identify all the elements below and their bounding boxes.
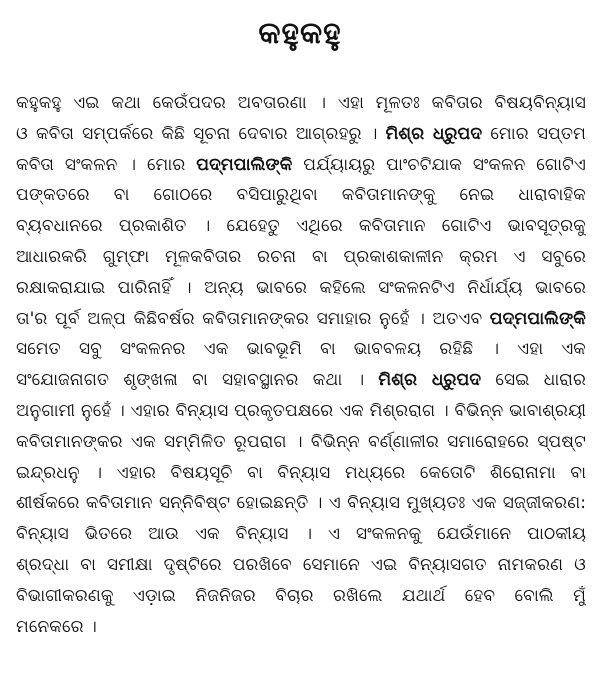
bold-title-ref: ପଦ୍ମପାଲିଙ୍କି (489, 308, 586, 329)
text-line (16, 334, 586, 365)
text-line (16, 581, 586, 612)
text-segment: ଅନୁଗାମୀ ନୁହେଁ । ଏହାର ବିନ୍ୟାସ ପ୍ରକୃତପକ୍ଷରେ ଏକ ମିଶ୍ରରାଗ । ବିଭିନ୍ନ ଭାବାଶ୍ରୟୀ (16, 400, 586, 421)
text-line (16, 242, 586, 273)
text-segment: ପଙ୍କତରେ ବା ଗୋଠରେ ବସିପାରୁଥିବା କବିତାମାନଙ୍କୁ ନେଇ ଧାରାବାହିକ (16, 185, 586, 206)
text-line (16, 211, 586, 242)
text-line (16, 273, 586, 304)
text-line (16, 304, 586, 335)
text-segment: ବିଭାଗୀକରଣକୁ ଏଡ଼ାଇ ନିଜନିଜର ବିଚାର ରଖିଲେ ଯଥାର୍ଥ ହେବ ବୋଲି ମୁଁ (16, 585, 586, 606)
text-line (16, 488, 586, 519)
text-line (16, 519, 586, 550)
bold-title-ref: ପଦ୍ମପାଲିଙ୍କି (196, 154, 293, 175)
text-segment: ଶ୍ରଦ୍ଧା ବା ସମୀକ୍ଷା ଦୃଷ୍ଟିରେ ପରଖିବେ ସେମାନେ ଏଇ ବିନ୍ୟାସଗତ ନାମକରଣ ଓ (16, 554, 586, 575)
text-line (16, 458, 586, 489)
text-segment: ଆଧାରକରି ଗୁମ୍ଫା ମୂଳକବିତାର ରଚନା ବା ପ୍ରକାଶକାଳୀନ କ୍ରମ ଏ ସବୁରେ (16, 246, 586, 267)
bold-title-ref: ମିଶ୍ର ଧ୍ରୁପଦ (378, 370, 482, 391)
text-line (16, 119, 586, 150)
text-segment: ସଂଯୋଜନାଗତ ଶୃଙ୍ଖଳା ବା ସହାବସ୍ଥାନର କଥା । (16, 370, 379, 391)
text-segment: ମନେକରେ । (16, 616, 97, 637)
text-segment: ସମେତ ସବୁ ସଂକଳନର ଏକ ଭାବଭୂମି ବା ଭାବବଳୟ ରହିଛି । ଏହା ଏକ (16, 339, 586, 360)
text-segment: ଇନ୍ଦ୍ରଧନୁ । ଏହାର ବିଷୟସୂଚି ବା ବିନ୍ୟାସ ମଧ୍ୟରେ କେତୋଟି ଶିରୋନାମା ବା (16, 462, 586, 483)
text-line (16, 150, 586, 181)
text-segment: ବିନ୍ୟାସ ଭିତରେ ଆଉ ଏକ ବିନ୍ୟାସ । ଏ ସଂକଳନକୁ ଯେଉଁମାନେ ପାଠକୀୟ (16, 524, 586, 545)
text-segment: ତା'ର ପୂର୍ବ ଅଳ୍ପ କିଛିବର୍ଷର କବିତାମାନଙ୍କର ସମାହାର ନୁହେଁ । ଅତଏବ (16, 308, 490, 329)
text-line (16, 180, 586, 211)
text-line (16, 550, 586, 581)
text-segment: ବ୍ୟବଧାନରେ ପ୍ରକାଶିତ । ଯେହେତୁ ଏଥିରେ କବିତାମାନ ଗୋଟିଏ ଭାବସୂତ୍ରକୁ (16, 216, 586, 237)
text-segment: ପର୍ଯ୍ୟାୟରୁ ପାଂଚଟିଯାକ ସଂକଳନ ଗୋଟିଏ (292, 154, 586, 175)
text-line (16, 396, 586, 427)
text-line (16, 365, 586, 396)
text-segment: ସେଇ ଧାରାର (481, 370, 586, 391)
text-line (16, 612, 586, 643)
text-line (16, 427, 586, 458)
text-segment: ମୋର ସପ୍ତମ (482, 123, 586, 144)
text-segment: ରକ୍ଷାକରାଯାଇ ପାରିନାହିଁ । ଅନ୍ୟ ଭାବରେ କହିଲେ ସଂକଳନଟିଏ ନିର୍ଧାର୍ଯ୍ୟ ଭାବରେ (16, 277, 586, 298)
bold-title-ref: ମିଶ୍ର ଧ୍ରୁପଦ (385, 123, 483, 144)
text-line (16, 88, 586, 119)
text-segment: କବିତା ସଂକଳନ । ମୋର (16, 154, 197, 175)
text-segment: କହୁକହୁ ଏଇ କଥା କେଉଁପଦର ଅବତାରଣା । ଏହା ମୂଳତଃ କବିତାର ବିଷୟବିନ୍ୟାସ (16, 93, 586, 113)
document-title: କହୁକହୁ (258, 16, 342, 51)
text-segment: କବିତାମାନଙ୍କର ଏକ ସମ୍ମିଳିତ ରୂପରାଗ । ବିଭିନ୍ନ ବର୍ଣ୍ଣାଳୀର ସମାରୋହରେ ସ୍ପଷ୍ଟ (16, 431, 586, 452)
text-segment: ଓ କବିତା ସମ୍ପର୍କରେ କିଛି ସୂଚନା ଦେବାର ଆଗ୍ରହରୁ । (16, 123, 386, 144)
document-body (16, 88, 586, 642)
text-segment: ଶୀର୍ଷକରେ କବିତାମାନ ସନ୍ନିବିଷ୍ଟ ହୋଇଛନ୍ତି । ଏ ବିନ୍ୟାସ ମୁଖ୍ୟତଃ ଏକ ସଜ୍ଜୀକରଣ: (16, 493, 586, 514)
